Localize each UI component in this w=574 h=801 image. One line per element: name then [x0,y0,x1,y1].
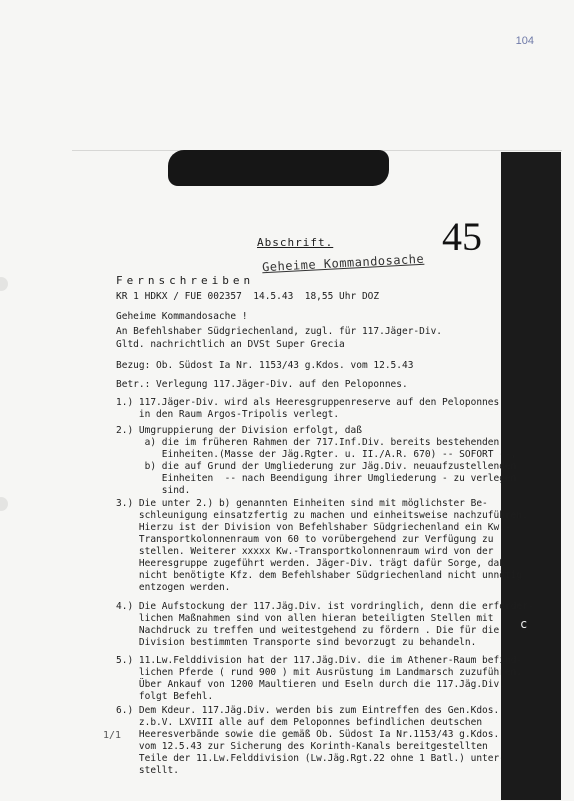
body-line: vom 12.5.43 zur Sicherung des Korinth-Kanals bereitgestellten [116,741,488,752]
margin-c-mark: c [520,617,528,631]
body-line: Heeresgruppe zugeführt werden. Jäger-Div. trägt dafür Sorge, daß [116,558,505,569]
page-number: 104 [515,35,534,47]
body-line: 3.) Die unter 2.) b) genannten Einheiten sind mit möglichster Be- [116,498,488,509]
body-line: stellt. [116,765,179,776]
body-line: Nachdruck zu treffen und weitestgehend zu fördern . Die für die [116,625,500,636]
meta-line: Gltd. nachrichtlich an DVSt Super Grecia [116,339,345,350]
body-line: 5.) 11.Lw.Felddivision hat der 117.Jäg.Div. die im Athener-Raum befind- [116,655,523,666]
stamp-number: 45 [442,214,482,259]
body-line: 4.) Die Aufstockung der 117.Jäg.Div. ist vordringlich, denn die erforder- [116,601,534,612]
body-line: lichen Maßnahmen sind von allen hieran beteiligten Stellen mit [116,613,494,624]
body-line: b) die auf Grund der Umgliederung zur Jäg.Div. neuaufzustellenden [116,461,517,472]
body-line: Division bestimmten Transporte sind bevorzugt zu behandeln. [116,637,477,648]
meta-line: Bezug: Ob. Südost Ia Nr. 1153/43 g.Kdos. vom 12.5.43 [116,360,414,371]
meta-line: Betr.: Verlegung 117.Jäger-Div. auf den Peloponnes. [116,379,408,390]
abschrift-heading: Abschrift. [257,236,334,249]
meta-line: KR 1 HDKX / FUE 002357 14.5.43 18,55 Uhr DOZ [116,291,380,302]
body-line: lichen Pferde ( rund 900 ) mit Ausrüstung im Landmarsch zuzuführen. [116,667,523,678]
body-line: stellen. Weiterer xxxxx Kw.-Transportkolonnenraum wird von der [116,546,494,557]
punch-hole [0,277,8,291]
body-line: z.b.V. LXVIII alle auf dem Peloponnes befindlichen deutschen [116,717,483,728]
body-line: Über Ankauf von 1200 Maultieren und Eseln durch die 117.Jäg.Div. [116,679,505,690]
body-line: 6.) Dem Kdeur. 117.Jäg.Div. werden bis zum Eintreffen des Gen.Kdos. [116,705,500,716]
body-line: folgt Befehl. [116,691,214,702]
body-line: Transportkolonnenraum von 60 to vorübergehend zur Verfügung zu [116,534,494,545]
body-line: Teile der 11.Lw.Felddivision (Lw.Jäg.Rgt.22 ohne 1 Batl.) unter- [116,753,505,764]
fernschreiben-heading: Fernschreiben [116,274,255,287]
body-line: schleunigung einsatzfertig zu machen und einheitsweise nachzuführen. [116,510,528,521]
body-line: Einheiten.(Masse der Jäg.Rgter. u. II./A.R. 670) -- SOFORT --, [116,449,517,460]
body-line: sind. [116,485,191,496]
body-line: 2.) Umgruppierung der Division erfolgt, daß [116,425,362,436]
body-line: Einheiten -- nach Beendigung ihrer Umgliederung - zu verlegen [116,473,517,484]
margin-note: 1/1 [103,730,122,741]
punch-hole [0,497,8,511]
body-line: entzogen werden. [116,582,231,593]
body-line: Hierzu ist der Division von Befehlshaber Südgriechenland ein Kw.- [116,522,511,533]
body-line: in den Raum Argos-Tripolis verlegt. [116,409,340,420]
body-line: 1.) 117.Jäger-Div. wird als Heeresgruppenreserve auf den Peloponnes [116,397,500,408]
body-line: Heeresverbände sowie die gemäß Ob. Südost Ia Nr.1153/43 g.Kdos. [116,729,500,740]
classification-stamp: Geheime Kommandosache [261,251,425,275]
body-line: a) die im früheren Rahmen der 717.Inf.Div. bereits bestehenden [116,437,500,448]
redaction-block [168,150,389,186]
meta-line: Geheime Kommandosache ! [116,311,248,322]
meta-line: An Befehlshaber Südgriechenland, zugl. für 117.Jäger-Div. [116,326,443,337]
body-line: nicht benötigte Kfz. dem Befehlshaber Südgriechenland nicht unnötig [116,570,523,581]
